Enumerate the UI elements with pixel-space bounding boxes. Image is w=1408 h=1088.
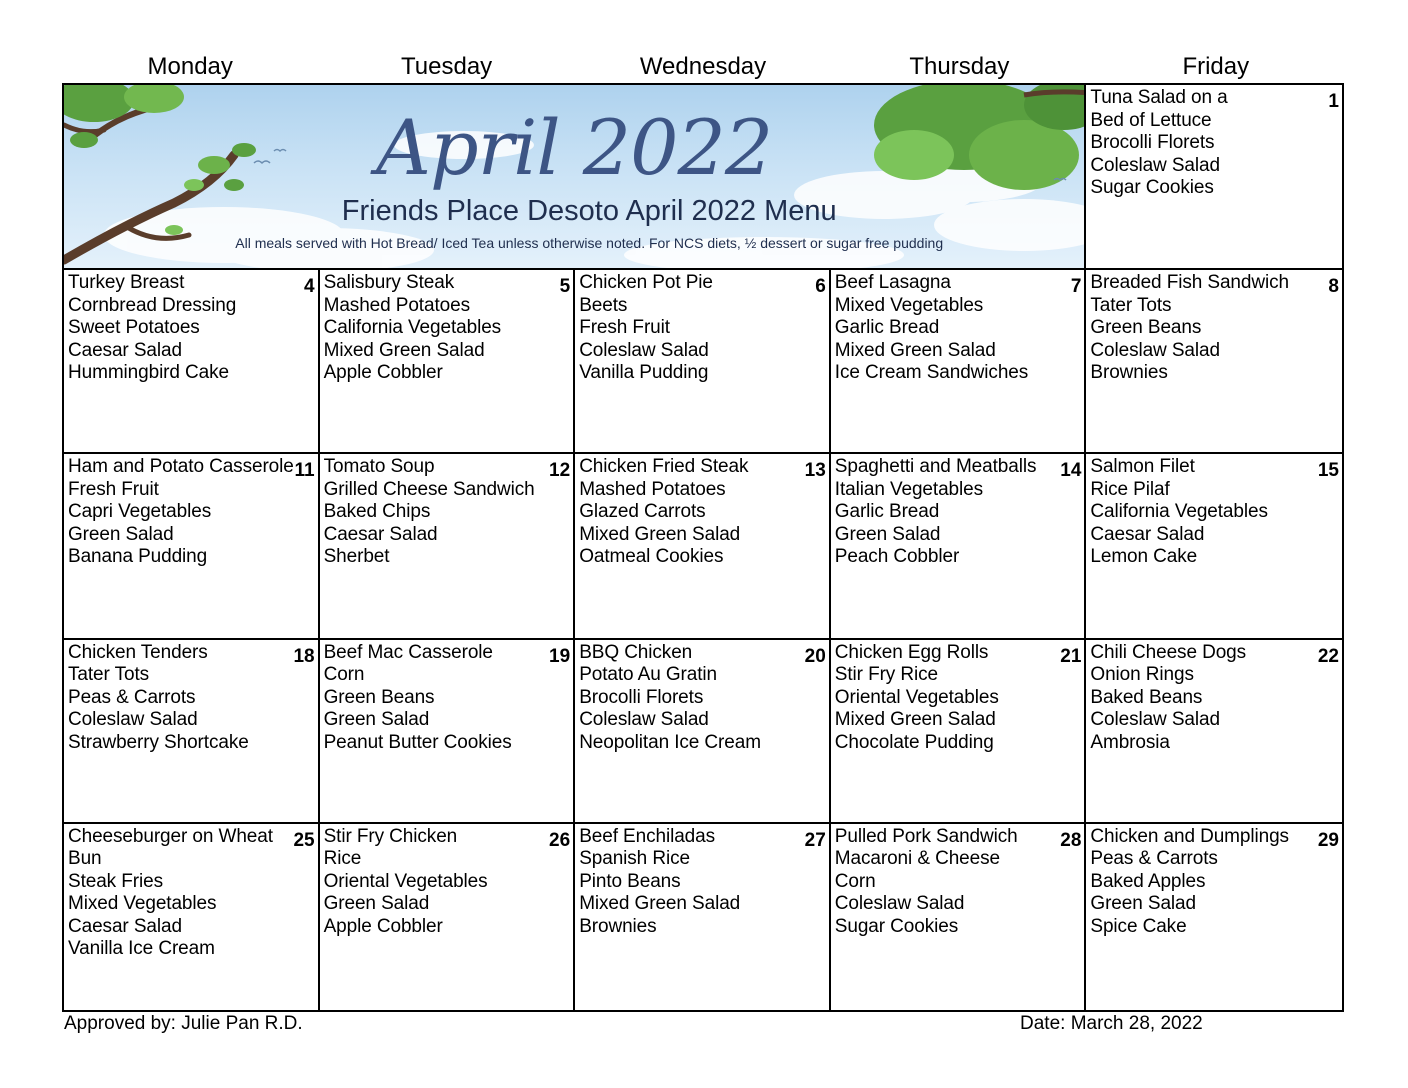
menu-item: Bun: [68, 848, 102, 870]
calendar-grid: [62, 83, 1344, 1012]
weekday-header-row: [62, 52, 1344, 82]
menu-item: Coleslaw Salad: [1090, 154, 1220, 176]
day-cell: [320, 270, 576, 454]
menu-item: Mixed Green Salad: [834, 709, 996, 731]
menu-item: Bed of Lettuce: [1090, 109, 1212, 131]
menu-item: Banana Pudding: [68, 546, 208, 568]
menu-item: Oriental Vegetables: [323, 870, 488, 892]
menu-item: Peas & Carrots: [1090, 848, 1218, 870]
weekday-tuesday: Tuesday: [401, 53, 493, 80]
menu-item: Brocolli Florets: [1090, 132, 1215, 153]
day-cell: [320, 640, 576, 824]
menu-list: [835, 826, 1081, 939]
date-number: 8: [1328, 276, 1339, 298]
menu-item: Corn: [323, 664, 365, 686]
menu-item: Tuna Salad on a: [1090, 87, 1228, 108]
menu-item: Peas & Carrots: [68, 686, 196, 708]
menu-item: Caesar Salad: [323, 523, 438, 545]
weekday-wednesday: Wednesday: [639, 53, 767, 80]
menu-item: Sugar Cookies: [1090, 177, 1214, 198]
menu-list: [579, 826, 825, 939]
date-number: 13: [804, 460, 826, 482]
banner-title: April 2022: [376, 103, 773, 192]
menu-item: Beets: [579, 294, 628, 316]
menu-item: Pulled Pork Sandwich: [834, 825, 1018, 847]
menu-list: [1090, 272, 1338, 385]
menu-item: Spaghetti and Meatballs: [834, 456, 1037, 478]
menu-item: Oriental Vegetables: [834, 686, 999, 708]
menu-item: Oatmeal Cookies: [579, 546, 724, 568]
day-cell: [1086, 640, 1342, 824]
date-number: 11: [294, 460, 315, 482]
menu-item: Breaded Fish Sandwich: [1090, 272, 1289, 294]
menu-list: [68, 642, 314, 755]
menu-list: [68, 272, 314, 385]
banner-subtitle: Friends Place Desoto April 2022 Menu: [341, 195, 837, 227]
menu-item: Garlic Bread: [834, 501, 940, 523]
date-number: 22: [1317, 645, 1339, 667]
menu-item: Beef Lasagna: [834, 272, 951, 294]
menu-item: Peanut Butter Cookies: [323, 731, 512, 753]
menu-item: Fresh Fruit: [579, 317, 670, 339]
day-cell: [1086, 454, 1342, 639]
menu-item: Salisbury Steak: [323, 272, 455, 294]
menu-item: Baked Beans: [1090, 686, 1203, 708]
day-cell: [1086, 824, 1342, 1010]
day-cell: [1086, 85, 1342, 270]
menu-item: Green Salad: [68, 523, 174, 545]
day-cell: [320, 824, 576, 1010]
menu-item: Chicken Fried Steak: [579, 456, 749, 478]
menu-item: Chicken Tenders: [68, 641, 208, 663]
menu-item: Mixed Green Salad: [579, 523, 741, 545]
menu-list: [324, 826, 570, 939]
menu-item: Green Salad: [1090, 893, 1196, 915]
menu-item: Caesar Salad: [68, 339, 182, 361]
menu-item: Macaroni & Cheese: [834, 848, 1000, 870]
menu-list: [579, 272, 825, 385]
menu-item: Rice Pilaf: [1090, 478, 1170, 500]
day-cell: [831, 454, 1087, 639]
menu-item: Chili Cheese Dogs: [1090, 641, 1247, 663]
menu-item: Tater Tots: [68, 664, 150, 686]
menu-item: Corn: [834, 870, 876, 892]
date-number: 28: [1060, 829, 1082, 851]
day-cell: [64, 824, 320, 1010]
day-cell: [831, 824, 1087, 1010]
approved-by: Approved by: Julie Pan R.D.: [64, 1013, 303, 1034]
menu-item: Mixed Vegetables: [68, 893, 217, 915]
date-number: 25: [293, 829, 315, 851]
menu-item: Mixed Green Salad: [579, 893, 741, 915]
menu-item: Caesar Salad: [1090, 523, 1205, 545]
date-number: 4: [304, 276, 315, 298]
menu-item: Green Beans: [1090, 317, 1202, 339]
menu-item: Onion Rings: [1090, 664, 1194, 686]
menu-item: Pinto Beans: [579, 870, 681, 892]
menu-item: California Vegetables: [1090, 501, 1268, 523]
menu-item: Hummingbird Cake: [68, 362, 230, 384]
date-number: 19: [549, 645, 571, 667]
menu-item: Ham and Potato Casserole: [68, 456, 294, 478]
menu-item: Green Salad: [323, 893, 430, 915]
date-number: 26: [549, 829, 571, 851]
menu-item: Tater Tots: [1090, 294, 1172, 316]
menu-list: [1090, 642, 1338, 755]
menu-item: Coleslaw Salad: [68, 709, 198, 731]
menu-item: Coleslaw Salad: [579, 709, 709, 731]
date-number: 12: [549, 460, 571, 482]
menu-item: Glazed Carrots: [579, 501, 706, 523]
menu-item: BBQ Chicken: [579, 641, 693, 663]
menu-item: Ambrosia: [1090, 731, 1170, 753]
menu-item: Sherbet: [323, 546, 390, 568]
date-number: 27: [804, 829, 826, 851]
date-number: 29: [1317, 829, 1339, 851]
menu-item: Chocolate Pudding: [834, 731, 994, 753]
day-cell: [575, 454, 831, 639]
day-cell: [320, 454, 576, 639]
menu-item: Stir Fry Rice: [834, 664, 938, 686]
date-number: 18: [293, 645, 315, 667]
menu-list: [835, 272, 1081, 385]
menu-item: Rice: [323, 848, 362, 870]
menu-item: Lemon Cake: [1090, 546, 1198, 568]
date-number: 5: [559, 276, 571, 298]
menu-list: [1090, 826, 1338, 939]
date-number: 7: [1070, 276, 1082, 298]
menu-item: Tomato Soup: [323, 456, 435, 478]
day-cell: [575, 824, 831, 1010]
menu-item: Apple Cobbler: [323, 915, 443, 937]
day-cell: [575, 270, 831, 454]
menu-item: Chicken Egg Rolls: [834, 641, 989, 663]
menu-item: Spice Cake: [1090, 915, 1187, 937]
day-cell: [1086, 270, 1342, 454]
menu-item: Potato Au Gratin: [579, 664, 718, 686]
menu-item: Vanilla Pudding: [579, 362, 709, 384]
menu-list: [324, 456, 570, 569]
menu-item: Coleslaw Salad: [1090, 339, 1220, 361]
menu-list: [835, 642, 1081, 755]
menu-item: Vanilla Ice Cream: [68, 938, 215, 960]
date-number: 6: [815, 276, 826, 298]
menu-item: Peach Cobbler: [834, 546, 960, 568]
banner-note: All meals served with Hot Bread/ Iced Tea unless otherwise noted. For NCS diets, ½ dessert or sugar free pudding: [235, 235, 944, 251]
menu-item: Mixed Green Salad: [834, 339, 996, 361]
menu-list: [1090, 87, 1338, 200]
menu-item: Salmon Filet: [1090, 456, 1195, 478]
menu-item: Coleslaw Salad: [834, 893, 965, 915]
menu-item: Green Salad: [323, 709, 430, 731]
menu-item: Mixed Green Salad: [323, 339, 485, 361]
menu-item: Fresh Fruit: [68, 478, 159, 500]
menu-list: [579, 642, 825, 755]
menu-item: Italian Vegetables: [834, 478, 984, 500]
menu-item: Green Salad: [834, 523, 941, 545]
weekday-monday: Monday: [147, 53, 233, 80]
menu-list: [579, 456, 825, 569]
menu-item: Chicken and Dumplings: [1090, 825, 1289, 847]
menu-item: Caesar Salad: [68, 915, 182, 937]
date-number: 15: [1317, 460, 1339, 482]
month-banner: [64, 85, 1086, 270]
day-cell: [64, 270, 320, 454]
menu-item: Stir Fry Chicken: [323, 825, 458, 847]
date-number: 1: [1328, 91, 1339, 112]
menu-item: Brownies: [579, 915, 657, 937]
menu-item: Sugar Cookies: [834, 915, 959, 937]
menu-item: Beef Enchiladas: [579, 825, 716, 847]
menu-list: [324, 642, 570, 755]
menu-item: Baked Apples: [1090, 870, 1206, 892]
date-number: 21: [1060, 645, 1082, 667]
menu-list: [835, 456, 1081, 569]
menu-item: Cornbread Dressing: [68, 294, 237, 316]
footer-date: Date: March 28, 2022: [1020, 1013, 1203, 1034]
menu-item: Neopolitan Ice Cream: [579, 731, 761, 753]
menu-item: Sweet Potatoes: [68, 317, 200, 339]
menu-item: Mashed Potatoes: [323, 294, 470, 316]
menu-list: [68, 826, 314, 961]
menu-item: Brownies: [1090, 362, 1168, 384]
weekday-friday: Friday: [1182, 53, 1250, 80]
menu-item: Garlic Bread: [834, 317, 940, 339]
day-cell: [64, 640, 320, 824]
menu-item: Grilled Cheese Sandwich: [323, 478, 535, 500]
menu-item: Green Beans: [323, 686, 435, 708]
menu-item: Baked Chips: [323, 501, 431, 523]
day-cell: [575, 640, 831, 824]
menu-item: Beef Mac Casserole: [323, 641, 493, 663]
menu-item: Steak Fries: [68, 870, 163, 892]
menu-list: [324, 272, 570, 385]
menu-item: Ice Cream Sandwiches: [834, 362, 1029, 384]
date-number: 20: [804, 645, 826, 667]
menu-item: Cheeseburger on Wheat: [68, 825, 273, 847]
date-number: 14: [1060, 460, 1082, 482]
day-cell: [831, 270, 1087, 454]
menu-item: California Vegetables: [323, 317, 502, 339]
menu-item: Turkey Breast: [68, 272, 185, 294]
menu-item: Strawberry Shortcake: [68, 731, 249, 753]
menu-item: Spanish Rice: [579, 848, 690, 870]
menu-item: Chicken Pot Pie: [579, 272, 713, 294]
menu-item: Coleslaw Salad: [1090, 709, 1220, 731]
menu-item: Capri Vegetables: [68, 501, 212, 523]
menu-item: Apple Cobbler: [323, 362, 443, 384]
menu-item: Coleslaw Salad: [579, 339, 709, 361]
menu-item: Mashed Potatoes: [579, 478, 726, 500]
menu-item: Mixed Vegetables: [834, 294, 984, 316]
day-cell: [64, 454, 320, 639]
weekday-thursday: Thursday: [909, 53, 1010, 80]
menu-list: [68, 456, 314, 569]
menu-item: Brocolli Florets: [579, 686, 704, 708]
menu-list: [1090, 456, 1338, 569]
day-cell: [831, 640, 1087, 824]
